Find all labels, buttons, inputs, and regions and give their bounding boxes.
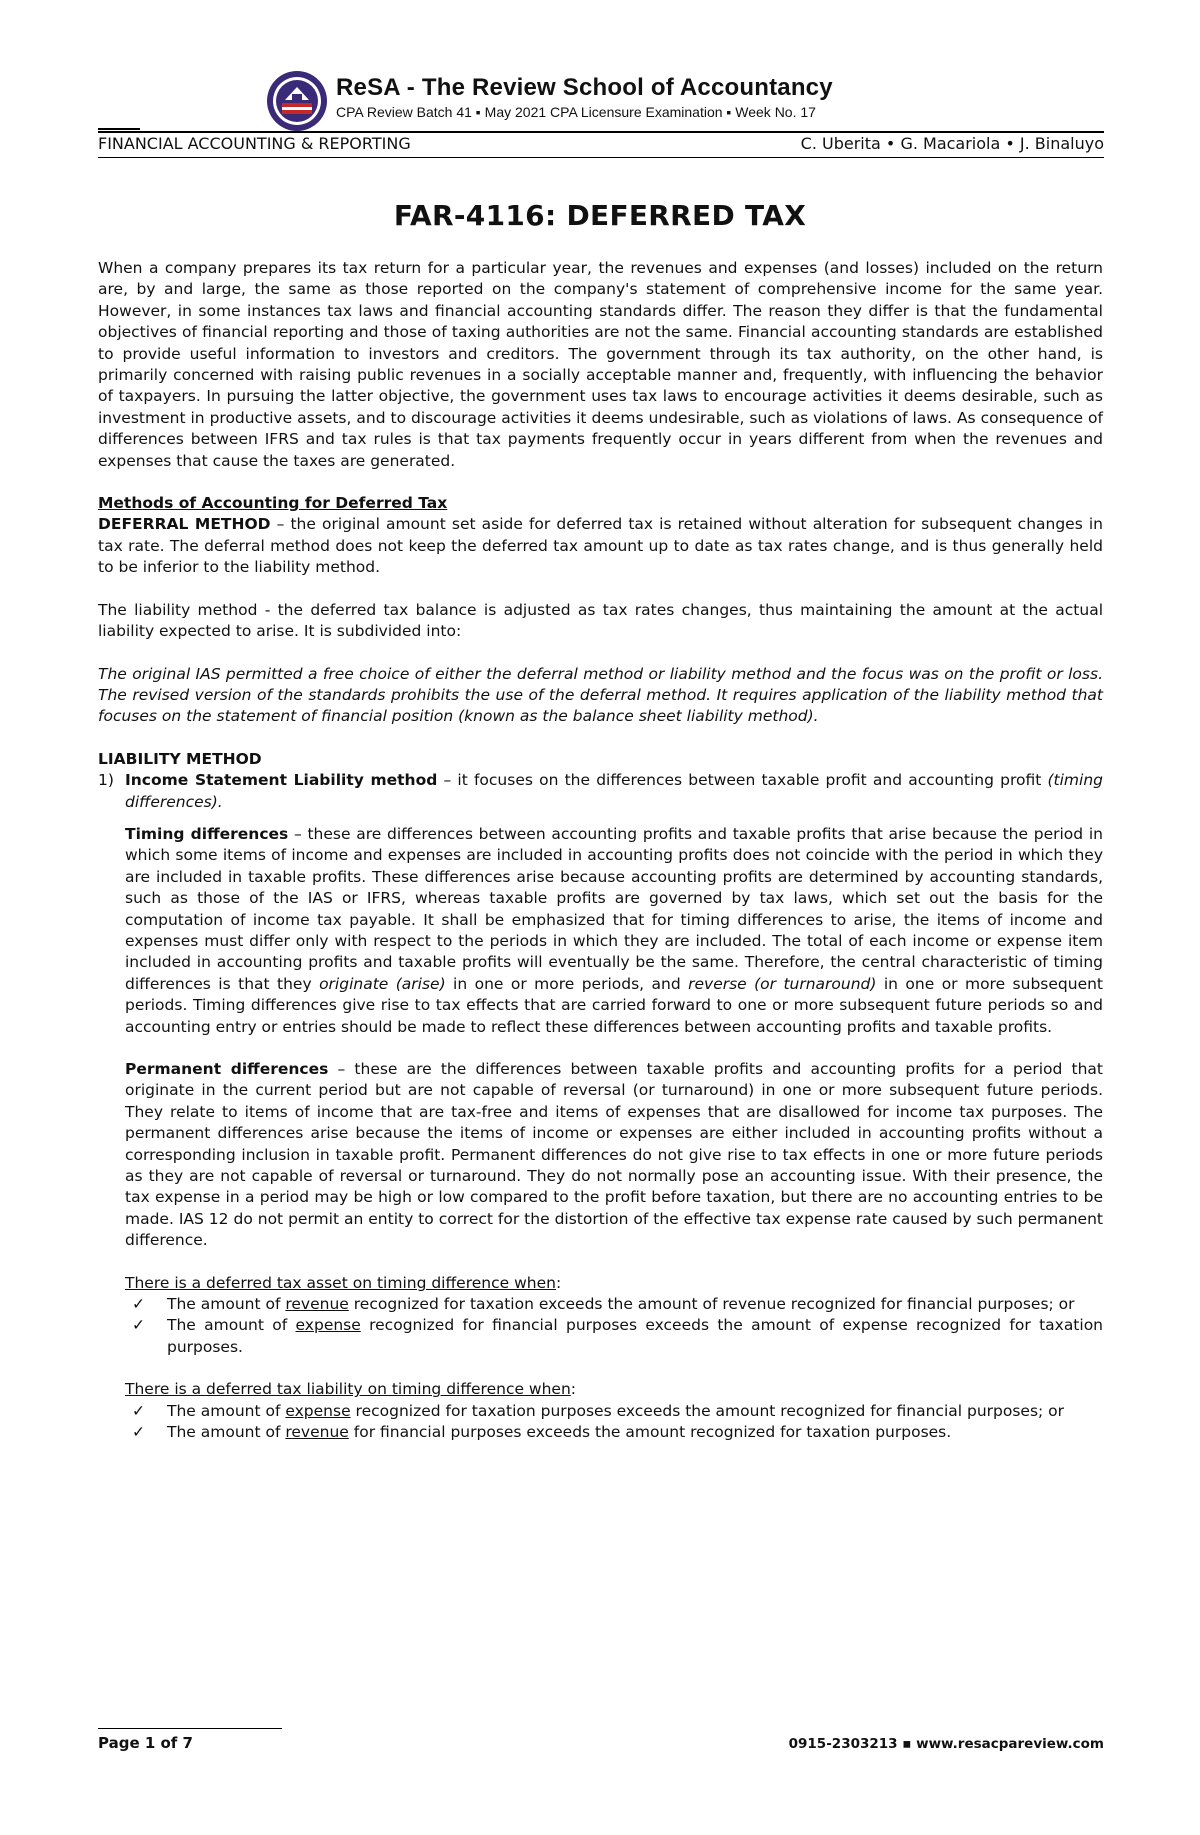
- dta-colon: :: [555, 1273, 562, 1292]
- document-body: [98, 258, 1103, 1444]
- intro-paragraph: When a company prepares its tax return for a particular year, the revenues and expenses (and losses) included on the return are, by and large, the same as those reported on the company's statement of comprehensive income for the same year. However, in some instances tax laws and financial accounting standards differ. The reason they differ is that the fundamental objectives of financial reporting and those of taxing authorities are not the same. Financial accounting standards are established to provide useful information to investors and creditors. The government through its tax authority, on the other hand, is primarily concerned with raising public revenues in a socially acceptable manner and, frequently, with influencing the behavior of taxpayers. In pursuing the latter objective, the government uses tax laws to encourage activities it deems desirable, such as investment in productive assets, and to discourage activities it deems undesirable, such as violations of laws. As consequence of differences between IFRS and tax rules is that tax payments frequently occur in years different from when the revenues and expenses that cause the taxes are generated.: [98, 259, 1103, 470]
- header-rule-bottom: [98, 157, 1104, 158]
- dtl-heading-line: [98, 1379, 1103, 1400]
- timing-italic-reverse: reverse (or turnaround): [688, 974, 877, 993]
- dta-b2-keyword: expense: [295, 1316, 361, 1335]
- brand-title: ReSA - The Review School of Accountancy: [336, 74, 833, 101]
- dta-b2-post: recognized for financial purposes exceeds the amount of expense recognized for taxation purposes.: [167, 1316, 1104, 1356]
- timing-differences-paragraph: [98, 824, 1103, 1038]
- footer-contact: 0915-2303213 ▪ www.resacpareview.com: [788, 1736, 1104, 1752]
- page-number: Page 1 of 7: [98, 1734, 193, 1752]
- dtl-b2-post: for financial purposes exceeds the amount recognized for taxation purposes.: [348, 1423, 952, 1442]
- checkmark-icon: ✓: [132, 1295, 145, 1314]
- timing-text-c: in one or more subsequent periods. Timing differences give rise to tax effects that are carried forward to one or more subsequent future periods so and accounting entry or entries should be made to reflect these differences between accounting profits and taxable profits.: [125, 974, 1104, 1036]
- timing-differences-note: (timing differences).: [125, 771, 1103, 811]
- methods-heading: Methods of Accounting for Deferred Tax: [98, 494, 448, 513]
- permanent-differences-paragraph: [98, 1059, 1103, 1252]
- school-seal-logo-icon: [266, 70, 328, 132]
- subject-label: FINANCIAL ACCOUNTING & REPORTING: [98, 134, 411, 153]
- ias-note-paragraph: The original IAS permitted a free choice of either the deferral method or liability method and the focus was on the profit or loss. The revised version of the standards prohibits the use of the deferral method. It requires application of the liability method that focuses on the statement of financial position (known as the balance sheet liability method).: [98, 664, 1103, 726]
- brand-block: [336, 74, 956, 120]
- dta-heading: There is a deferred tax asset on timing difference when: [125, 1273, 556, 1292]
- liability-method-paragraph: The liability method - the deferred tax balance is adjusted as tax rates changes, thus maintaining the amount at the actual liability expected to arise. It is subdivided into:: [98, 600, 1103, 641]
- timing-text-b: in one or more periods, and: [445, 974, 689, 993]
- liability-method-heading: LIABILITY METHOD: [98, 749, 262, 768]
- dta-b1-pre: The amount of: [167, 1295, 286, 1314]
- deferral-method-label: DEFERRAL METHOD: [98, 515, 271, 534]
- checkmark-icon: ✓: [132, 1401, 145, 1420]
- list-item: [98, 1315, 1103, 1358]
- header-rule: [98, 131, 1104, 133]
- authors-label: C. Uberita • G. Macariola • J. Binaluyo: [800, 134, 1104, 153]
- income-statement-method-label: Income Statement Liability method: [125, 771, 438, 790]
- income-statement-method-text: [125, 770, 1103, 813]
- dtl-colon: :: [570, 1380, 577, 1399]
- list-item: [98, 1294, 1103, 1315]
- deferral-method-text: – the original amount set aside for deferred tax is retained without alteration for subsequent changes in tax rate. The deferral method does not keep the deferred tax amount up to date as tax rates change, and is thus generally held to be inferior to the liability method.: [98, 515, 1104, 577]
- dta-b1-post: recognized for taxation exceeds the amount of revenue recognized for financial purposes; or: [348, 1295, 1075, 1314]
- checkmark-icon: ✓: [132, 1423, 145, 1442]
- dtl-bullet-1: [167, 1401, 1103, 1422]
- income-statement-method-desc: – it focuses on the differences between taxable profit and accounting profit: [437, 771, 1048, 790]
- dta-bullet-1: [167, 1294, 1103, 1315]
- dtl-b2-pre: The amount of: [167, 1423, 286, 1442]
- timing-text-a: – these are differences between accounting profits and taxable profits that arise because the period in which some items of income and expenses are included in accounting profits does not coincide with the period in which they are included in taxable profits. These differences arise because accounting profits are determined by accounting standards, such as those of the IAS or IFRS, whereas taxable profits are governed by tax laws, which set out the basis for the computation of income tax payable. It shall be emphasized that for timing differences to arise, the items of income and expenses must differ only with respect to the periods in which they are included. The total of each income or expense item included in accounting profits and taxable profits will eventually be the same. Therefore, the central characteristic of timing differences is that they: [125, 824, 1103, 993]
- list-item: [98, 1422, 1103, 1443]
- dtl-b1-pre: The amount of: [167, 1401, 286, 1420]
- list-item: [98, 770, 1103, 813]
- deferral-method-paragraph: [98, 514, 1103, 578]
- permanent-differences-label: Permanent differences: [125, 1060, 329, 1078]
- methods-section: [98, 493, 1103, 514]
- dtl-b1-post: recognized for taxation purposes exceeds the amount recognized for financial purposes; or: [350, 1401, 1065, 1420]
- checkmark-icon: ✓: [132, 1316, 145, 1335]
- timing-differences-label: Timing differences: [125, 824, 289, 843]
- header-row: [98, 134, 1104, 156]
- dta-heading-line: [98, 1273, 1103, 1294]
- footer-rule: [98, 1728, 282, 1729]
- brand-subtitle: CPA Review Batch 41 ▪ May 2021 CPA Licensure Examination ▪ Week No. 17: [336, 104, 816, 120]
- dta-bullet-2: [167, 1315, 1103, 1358]
- timing-italic-originate: originate (arise): [319, 974, 446, 993]
- permanent-differences-text: – these are the differences between taxable profits and accounting profits for a period that originate in the current period but are not capable of reversal (or turnaround) in one or more subsequent future periods. They relate to items of income that are tax-free and items of expenses that are disallowed for income tax purposes. The permanent differences arise because the items of income or expenses are either included in accounting profits without a corresponding inclusion in taxable profit. Permanent differences do not give rise to tax effects in one or more future periods as they are not capable of reversal or turnaround. They do not normally pose an accounting issue. With their presence, the tax expense in a period may be high or low compared to the profit before taxation, but there are no accounting entries to be made. IAS 12 do not permit an entity to correct for the distortion of the effective tax expense rate caused by such permanent difference.: [125, 1060, 1103, 1250]
- dtl-b1-keyword: expense: [285, 1401, 351, 1420]
- dtl-heading: There is a deferred tax liability on timing difference when: [125, 1380, 571, 1399]
- dta-b1-keyword: revenue: [285, 1295, 349, 1314]
- header-accent-rule: [98, 128, 140, 130]
- dtl-b2-keyword: revenue: [285, 1423, 349, 1442]
- list-number: 1): [98, 771, 114, 790]
- page-title: FAR-4116: DEFERRED TAX: [393, 199, 807, 232]
- dtl-bullet-2: [167, 1422, 1103, 1443]
- dta-b2-pre: The amount of: [167, 1316, 296, 1335]
- list-item: [98, 1401, 1103, 1422]
